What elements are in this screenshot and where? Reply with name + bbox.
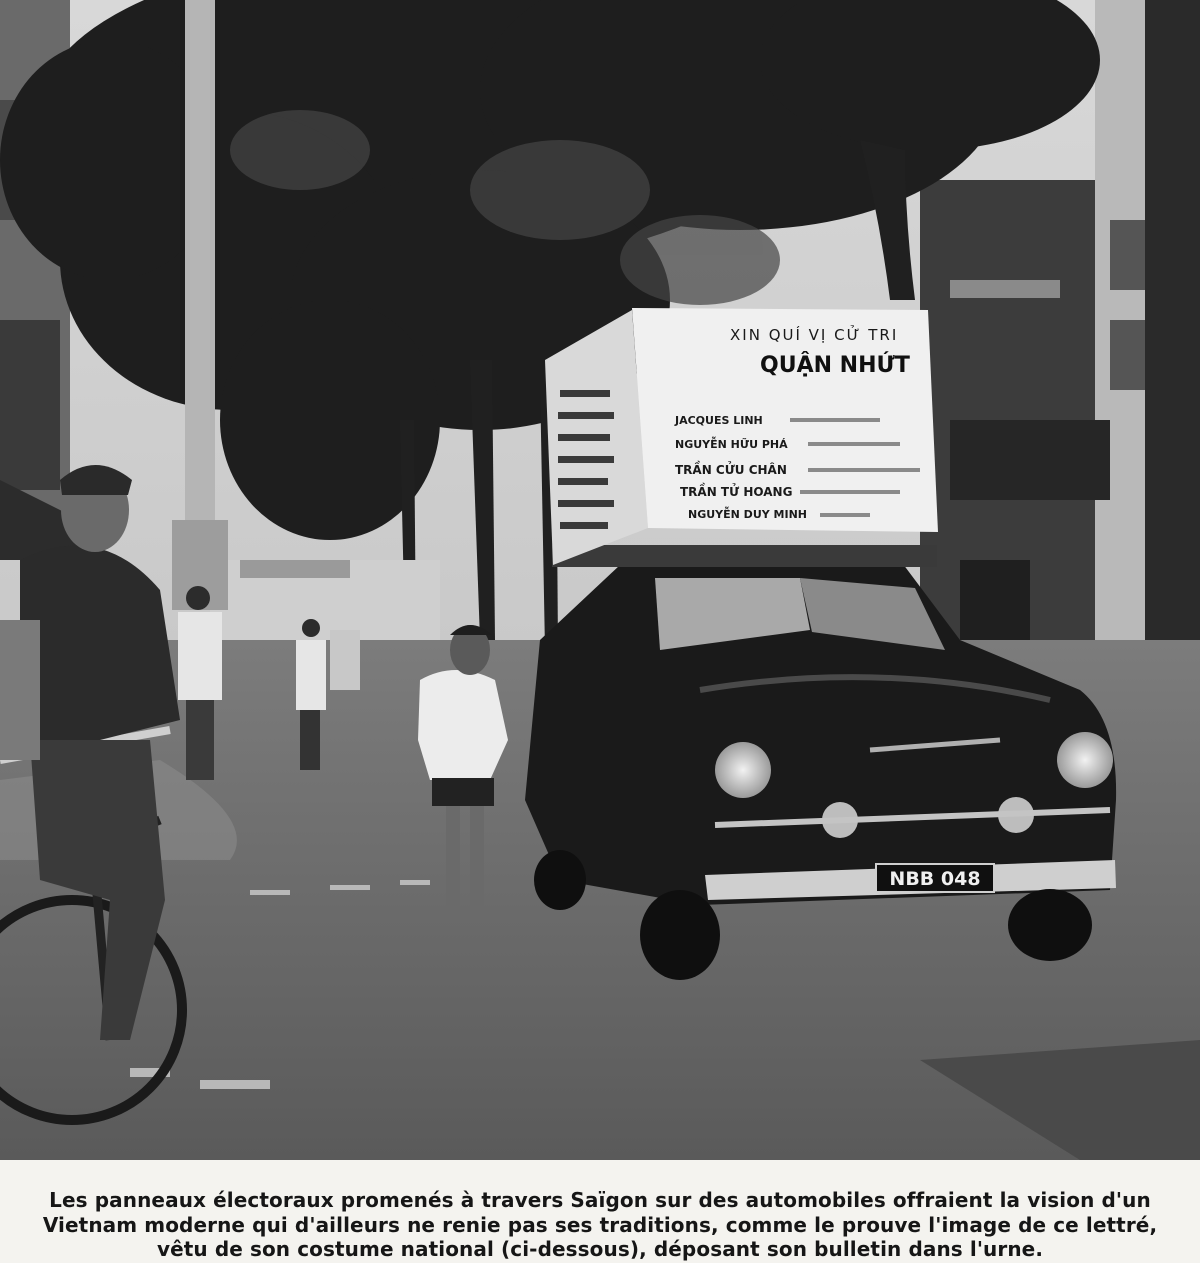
sign-heading: XIN QUÍ VỊ CỬ TRI xyxy=(730,326,899,344)
caption-line-1: Les panneaux électoraux promenés à travers Saïgon sur des automobiles offraient la vision d'un xyxy=(49,1188,1151,1212)
car-headlight-right xyxy=(1057,732,1113,788)
caption-emphasis: (ci-dessous) xyxy=(501,1237,640,1261)
photo-caption xyxy=(20,1188,1180,1263)
car-headlight-left xyxy=(715,742,771,798)
sign-candidate-2: NGUYỄN HỮU PHÁ xyxy=(675,438,788,451)
license-plate xyxy=(876,864,994,892)
electoral-sign-front xyxy=(632,308,938,532)
license-plate-text: NBB 048 xyxy=(889,868,981,890)
caption-line-3-end: , déposant son bulletin dans l'urne. xyxy=(639,1237,1044,1261)
caption-line-3 xyxy=(20,1237,1180,1262)
sign-candidate-4: TRẦN TỬ HOANG xyxy=(680,485,793,499)
caption-line-3-start: vêtu de son costume national xyxy=(156,1237,502,1261)
sign-candidate-3: TRẦN CỬU CHÂN xyxy=(675,463,787,477)
sign-district: QUẬN NHỨT xyxy=(760,353,910,378)
sign-candidate-1: JACQUES LINH xyxy=(675,414,763,427)
sign-candidate-5: NGUYỄN DUY MINH xyxy=(688,508,807,521)
caption-line-2: Vietnam moderne qui d'ailleurs ne renie pas ses traditions, comme le prouve l'image de ce lettré, xyxy=(42,1212,1158,1237)
